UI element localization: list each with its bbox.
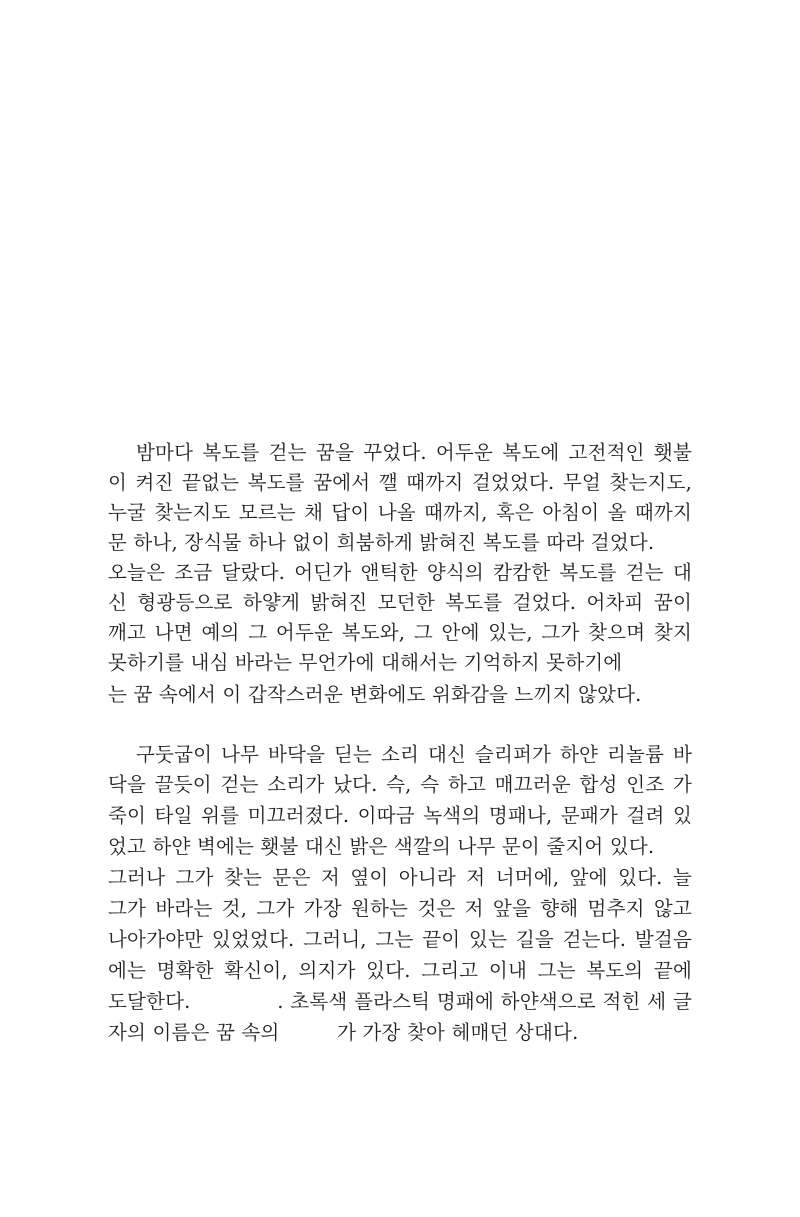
text-line: 이 켜진 끝없는 복도를 꿈에서 깰 때까지 걸었었다. 무얼 찾는지도,	[108, 471, 692, 494]
text-line: 도달한다. . 초록색 플라스틱 명패에 하얀색으로 적힌 세 글	[108, 990, 692, 1013]
text-line: 문 하나, 장식물 하나 없이 희붐하게 밝혀진 복도를 따라 걸었다.	[108, 531, 655, 554]
text-line: 죽이 타일 위를 미끄러졌다. 이따금 녹색의 명패나, 문패가 걸려 있	[108, 804, 692, 827]
text-line: 었고 하얀 벽에는 횃불 대신 밝은 색깔의 나무 문이 줄지어 있다.	[108, 835, 655, 858]
text-line: 신 형광등으로 하얗게 밝혀진 모던한 복도를 걸었다. 어차피 꿈이	[108, 591, 692, 614]
text-line: 오늘은 조금 달랐다. 어딘가 앤틱한 양식의 캄캄한 복도를 걷는 대	[108, 561, 692, 584]
text-line: 그가 바라는 것, 그가 가장 원하는 것은 저 앞을 향해 멈추지 않고	[108, 897, 692, 920]
text-line: 나아가야만 있었었다. 그러니, 그는 끝이 있는 길을 걷는다. 발걸음	[108, 928, 692, 951]
text-line: 닥을 끌듯이 걷는 소리가 났다. 슥, 슥 하고 매끄러운 합성 인조 가	[108, 773, 692, 796]
text-line: 깨고 나면 예의 그 어두운 복도와, 그 안에 있는, 그가 찾으며 찾지	[108, 621, 692, 644]
text-line: 자의 이름은 꿈 속의 가 가장 찾아 헤매던 상대다.	[108, 1021, 579, 1044]
text-line: 는 꿈 속에서 이 갑작스러운 변화에도 위화감을 느끼지 않았다.	[108, 683, 642, 706]
text-line: 못하기를 내심 바라는 무언가에 대해서는 기억하지 못하기에	[108, 651, 623, 674]
text-line: 에는 명확한 확신이, 의지가 있다. 그리고 이내 그는 복도의 끝에	[108, 959, 692, 982]
text-line: 구둣굽이 나무 바닥을 딛는 소리 대신 슬리퍼가 하얀 리놀륨 바	[136, 743, 692, 766]
text-line: 누굴 찾는지도 모르는 채 답이 나올 때까지, 혹은 아침이 올 때까지	[108, 501, 692, 524]
text-line: 그러나 그가 찾는 문은 저 옆이 아니라 저 너머에, 앞에 있다. 늘	[108, 866, 692, 889]
text-line: 밤마다 복도를 걷는 꿈을 꾸었다. 어두운 복도에 고전적인 횃불	[136, 441, 692, 464]
